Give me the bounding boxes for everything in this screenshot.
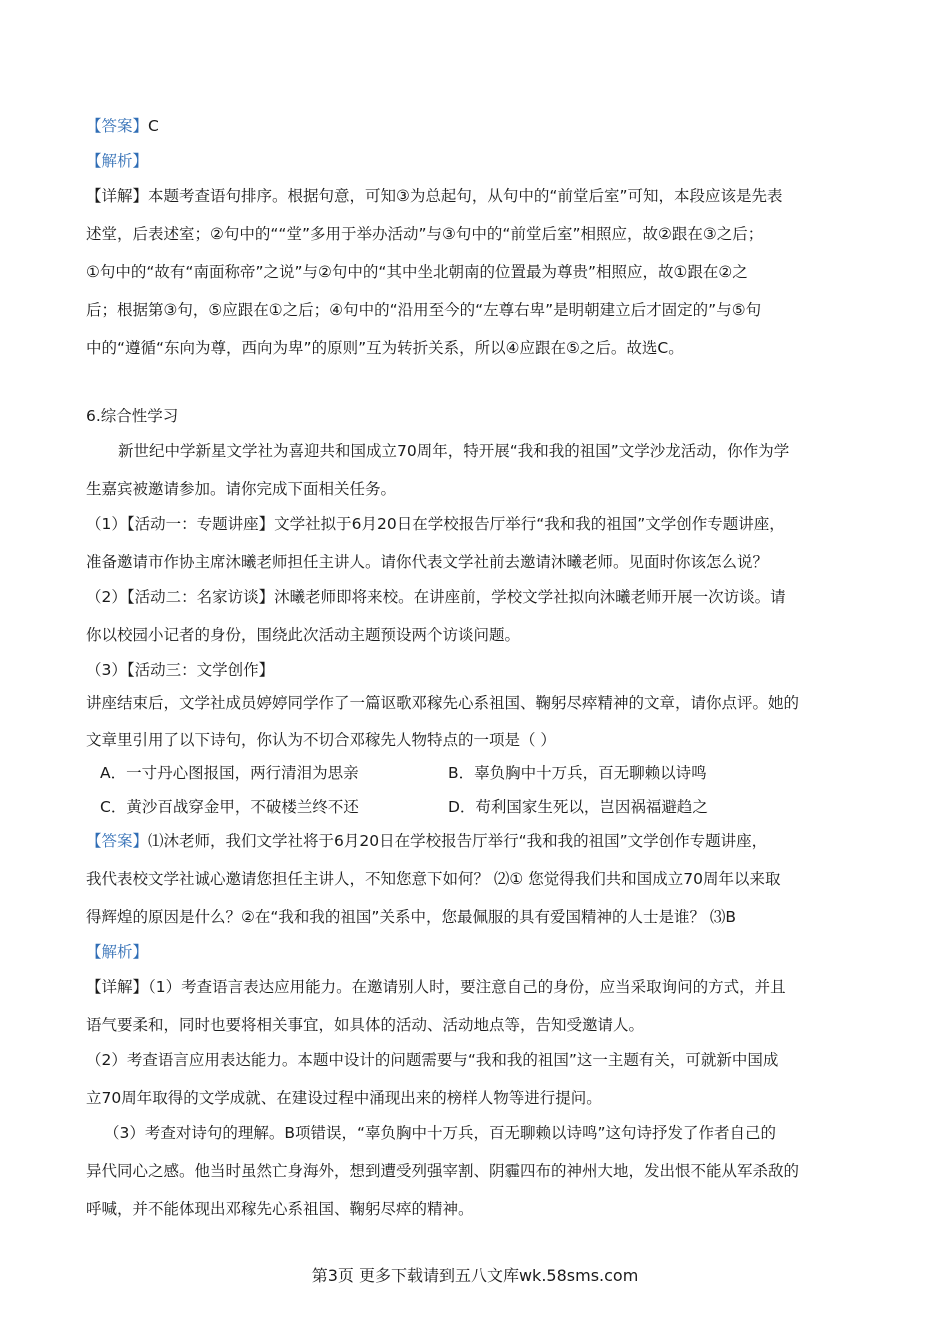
- detail2-line-5: （3）考查对诗句的理解。B项错误，“辜负胸中十万兵，百无聊赖以诗鸣”这句诗抒发了作者自己的: [104, 1124, 777, 1142]
- task3-line-1: （3）【活动三：文学创作】: [86, 661, 275, 679]
- answer2-line-2: 我代表校文学社诚心邀请您担任主讲人，不知您意下如何？ ⑵① 您觉得我们共和国成立70周年以来取: [86, 870, 781, 888]
- detail2-line-3: （2）考查语言应用表达能力。本题中设计的问题需要与“我和我的祖国”这一主题有关，可就新中国成: [86, 1051, 779, 1069]
- task3-line-2: 讲座结束后，文学社成员婷婷同学作了一篇讴歌邓稼先心系祖国、鞠躬尽瘁精神的文章，请你点评。她的: [86, 694, 800, 712]
- detail-tag: 【详解】: [86, 187, 149, 205]
- detail2-line-4: 立70周年取得的文学成就、在建设过程中涌现出来的榜样人物等进行提问。: [86, 1089, 602, 1107]
- detail2-line-6: 异代同心之感。他当时虽然亡身海外，想到遭受列强宰割、阴霾四布的神州大地，发出恨不能从军杀敌的: [86, 1162, 800, 1180]
- detail1-line-3: ①句中的“故有“南面称帝”之说”与②句中的“其中坐北朝南的位置最为尊贵”相照应，故①跟在②之: [86, 263, 748, 281]
- task2-line-2: 你以校园小记者的身份，围绕此次活动主题预设两个访谈问题。: [86, 626, 521, 644]
- intro-line-2: 生嘉宾被邀请参加。请你完成下面相关任务。: [86, 480, 397, 498]
- intro-line-1: 新世纪中学新星文学社为喜迎共和国成立70周年，特开展“我和我的祖国”文学沙龙活动，你作为学: [118, 442, 790, 460]
- answer-value: C: [148, 117, 159, 135]
- page-footer: 第3页 更多下载请到五八文库wk.58sms.com: [311, 1266, 639, 1285]
- answer-tag: 【答案】: [86, 117, 149, 135]
- detail2-line-7: 呼喊，并不能体现出邓稼先心系祖国、鞠躬尽瘁的精神。: [86, 1200, 474, 1218]
- detail2-tag: 【详解】: [86, 978, 149, 996]
- answer2-line-3: 得辉煌的原因是什么？②在“我和我的祖国”关系中，您最佩服的具有爱国精神的人士是谁？ ⑶B: [86, 908, 737, 926]
- detail1-line-1: [86, 186, 782, 206]
- option-d: D．苟利国家生死以，岂因祸福避趋之: [448, 798, 708, 816]
- task3-line-3: 文章里引用了以下诗句，你认为不切合邓稼先人物特点的一项是（ ）: [86, 731, 556, 749]
- detail1-line-5: 中的“遵循“东向为尊，西向为卑”的原则”互为转折关系，所以④应跟在⑤之后。故选C。: [86, 339, 684, 357]
- analysis-tag: 【解析】: [86, 152, 149, 170]
- analysis-tag-line-2: [86, 942, 148, 962]
- task1-line-2: 准备邀请市作协主席沐曦老师担任主讲人。请你代表文学社前去邀请沐曦老师。见面时你该怎么说？: [86, 553, 769, 571]
- task1-line-1: （1）【活动一：专题讲座】文学社拟于6月20日在学校报告厅举行“我和我的祖国”文学创作专题讲座，: [86, 515, 785, 533]
- task2-line-1: （2）【活动二：名家访谈】沐曦老师即将来校。在讲座前，学校文学社拟向沐曦老师开展一次访谈。请: [86, 588, 786, 606]
- option-a: A．一寸丹心图报国，两行清泪为思亲: [100, 764, 359, 782]
- answer2-line-1: [86, 831, 767, 851]
- answer-line-1: [86, 116, 159, 136]
- analysis-tag-line-1: [86, 151, 148, 171]
- detail2-text-1: （1）考查语言表达应用能力。在邀请别人时，要注意自己的身份，应当采取询问的方式，并且: [148, 978, 786, 996]
- detail2-line-1: [86, 977, 786, 997]
- detail2-line-2: 语气要柔和，同时也要将相关事宜，如具体的活动、活动地点等，告知受邀请人。: [86, 1016, 645, 1034]
- detail1-line-4: 后；根据第③句，⑤应跟在①之后；④句中的“沿用至今的“左尊右卑”是明朝建立后才固定的”与⑤句: [86, 301, 762, 319]
- detail1-line-2: 述堂，后表述室；②句中的““堂”多用于举办活动”与③句中的“前堂后室”相照应，故②跟在③之后；: [86, 225, 764, 243]
- option-b: B．辜负胸中十万兵，百无聊赖以诗鸣: [448, 764, 707, 782]
- detail1-text-1: 本题考查语句排序。根据句意，可知③为总起句，从句中的“前堂后室”可知，本段应该是先表: [148, 187, 783, 205]
- answer2-text-1: ⑴沐老师，我们文学社将于6月20日在学校报告厅举行“我和我的祖国”文学创作专题讲座，: [148, 832, 768, 850]
- question-heading: 6.综合性学习: [86, 407, 179, 425]
- analysis2-tag: 【解析】: [86, 943, 149, 961]
- answer2-tag: 【答案】: [86, 832, 149, 850]
- option-c: C．黄沙百战穿金甲，不破楼兰终不还: [100, 798, 359, 816]
